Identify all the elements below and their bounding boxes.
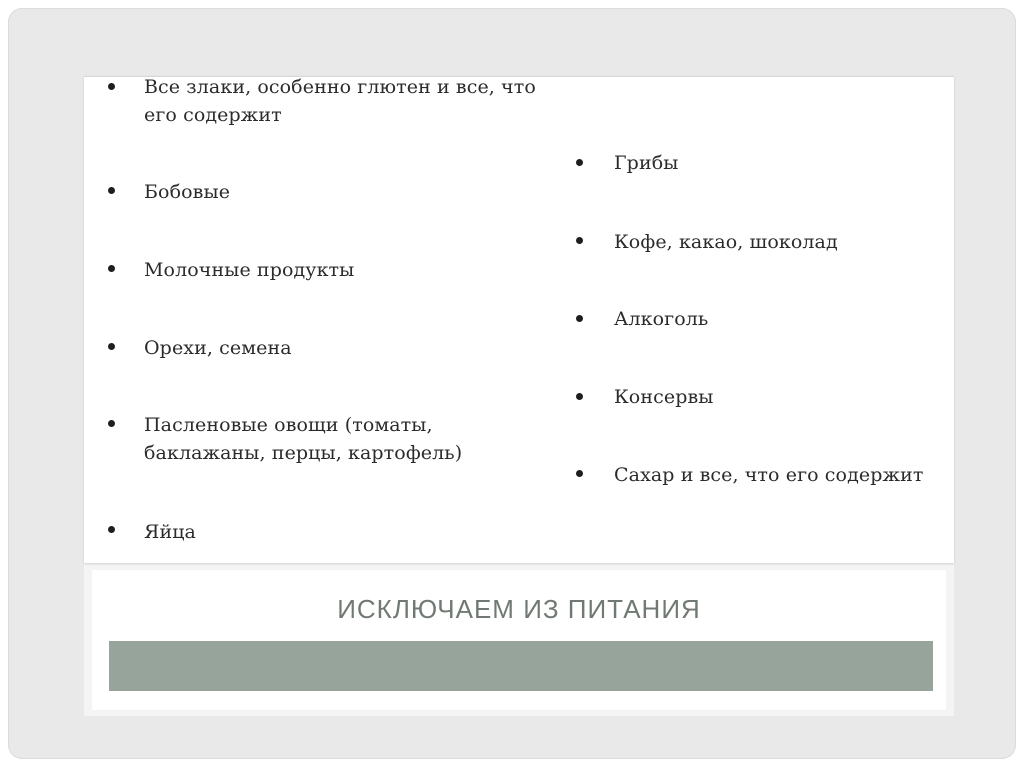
content-image	[84, 76, 954, 563]
list-item-legumes	[144, 178, 230, 206]
bullet-icon	[576, 315, 583, 322]
list-item-grains	[144, 73, 536, 129]
list-item-line: Алкоголь	[614, 308, 709, 330]
list-item-sugar	[614, 461, 923, 489]
list-item-line: Все злаки, особенно глютен и все, что	[144, 76, 536, 98]
bullet-icon	[108, 83, 115, 90]
bullet-icon	[108, 265, 115, 272]
list-item-alcohol	[614, 305, 708, 333]
list-item-mushrooms	[614, 149, 678, 177]
bullet-icon	[108, 343, 115, 350]
bullet-icon	[108, 526, 115, 533]
list-item-line: Кофе, какао, шоколад	[614, 231, 838, 253]
list-item-eggs	[144, 518, 196, 546]
list-item-line: Бобовые	[144, 181, 231, 203]
list-item-nuts	[144, 334, 292, 362]
bullet-icon	[576, 393, 583, 400]
list-item-line: Молочные продукты	[144, 259, 355, 281]
bullet-icon	[108, 420, 115, 427]
list-item-line: Сахар и все, что его содержит	[614, 464, 924, 486]
list-item-line: баклажаны, перцы, картофель)	[144, 442, 463, 464]
list-item-canned	[614, 383, 713, 411]
slide-frame	[8, 8, 1016, 759]
list-item-line: Орехи, семена	[144, 337, 292, 359]
accent-bar	[109, 641, 933, 691]
list-item-nightshades	[144, 411, 462, 467]
slide-title: ИСКЛЮЧАЕМ ИЗ ПИТАНИЯ	[337, 594, 701, 624]
list-item-line: его содержит	[144, 104, 282, 126]
bullet-icon	[576, 470, 583, 477]
bullet-icon	[576, 159, 583, 166]
slide	[84, 76, 954, 716]
list-item-dairy	[144, 256, 354, 284]
bullet-icon	[108, 187, 115, 194]
list-item-line: Пасленовые овощи (томаты,	[144, 414, 433, 436]
bullet-icon	[576, 237, 583, 244]
list-item-line: Грибы	[614, 152, 679, 174]
list-item-line: Консервы	[614, 386, 714, 408]
list-item-line: Яйца	[144, 521, 196, 543]
list-item-coffee	[614, 228, 838, 256]
